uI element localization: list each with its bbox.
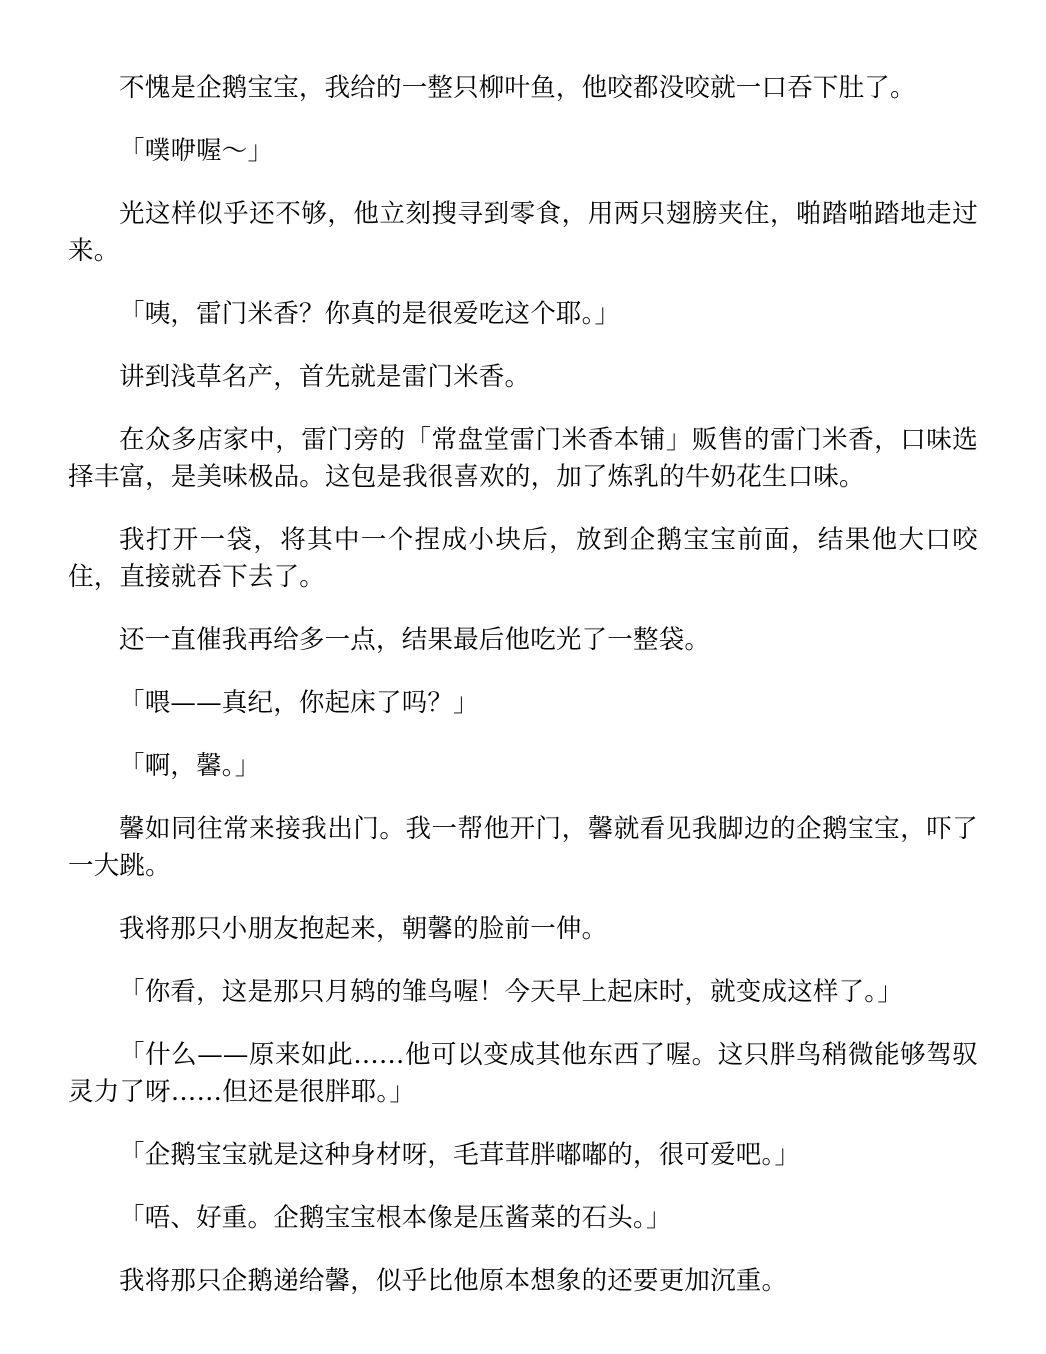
- paragraph: 「噗咿喔～」: [119, 136, 274, 166]
- paragraph: 「啊，馨。」: [119, 751, 261, 781]
- paragraph: 我将那只小朋友抱起来，朝馨的脸前一伸。: [119, 914, 608, 944]
- paragraph: 馨如同往常来接我出门。我一帮他开门，馨就看见我脚边的企鹅宝宝，吓了一大跳。: [68, 814, 978, 881]
- paragraph: 「什么——原来如此……他可以变成其他东西了喔。这只胖鸟稍微能够驾驭灵力了呀……但还是很胖耶。」: [68, 1040, 978, 1107]
- paragraph: 还一直催我再给多一点，结果最后他吃光了一整袋。: [119, 625, 711, 655]
- paragraph: 我打开一袋，将其中一个捏成小块后，放到企鹅宝宝前面，结果他大口咬住，直接就吞下去了。: [68, 525, 978, 592]
- paragraph: 光这样似乎还不够，他立刻搜寻到零食，用两只翅膀夹住，啪踏啪踏地走过来。: [68, 199, 978, 266]
- paragraph: 「你看，这是那只月鸫的雏鸟喔！今天早上起床时，就变成这样了。」: [119, 977, 903, 1007]
- paragraph: 我将那只企鹅递给馨，似乎比他原本想象的还要更加沉重。: [119, 1266, 788, 1296]
- paragraph: 「唔、好重。企鹅宝宝根本像是压酱菜的石头。」: [119, 1203, 672, 1233]
- paragraph: 在众多店家中，雷门旁的「常盘堂雷门米香本铺」贩售的雷门米香，口味选择丰富，是美味极品。这包是我很喜欢的，加了炼乳的牛奶花生口味。: [68, 425, 978, 492]
- paragraph: 「咦，雷门米香？你真的是很爱吃这个耶。」: [119, 299, 621, 329]
- paragraph: 「喂——真纪，你起床了吗？」: [119, 688, 479, 718]
- paragraph: 不愧是企鹅宝宝，我给的一整只柳叶鱼，他咬都没咬就一口吞下肚了。: [119, 73, 916, 103]
- paragraph: 讲到浅草名产，首先就是雷门米香。: [119, 362, 531, 392]
- document-page: [68, 70, 978, 1326]
- paragraph: 「企鹅宝宝就是这种身材呀，毛茸茸胖嘟嘟的，很可爱吧。」: [119, 1140, 801, 1170]
